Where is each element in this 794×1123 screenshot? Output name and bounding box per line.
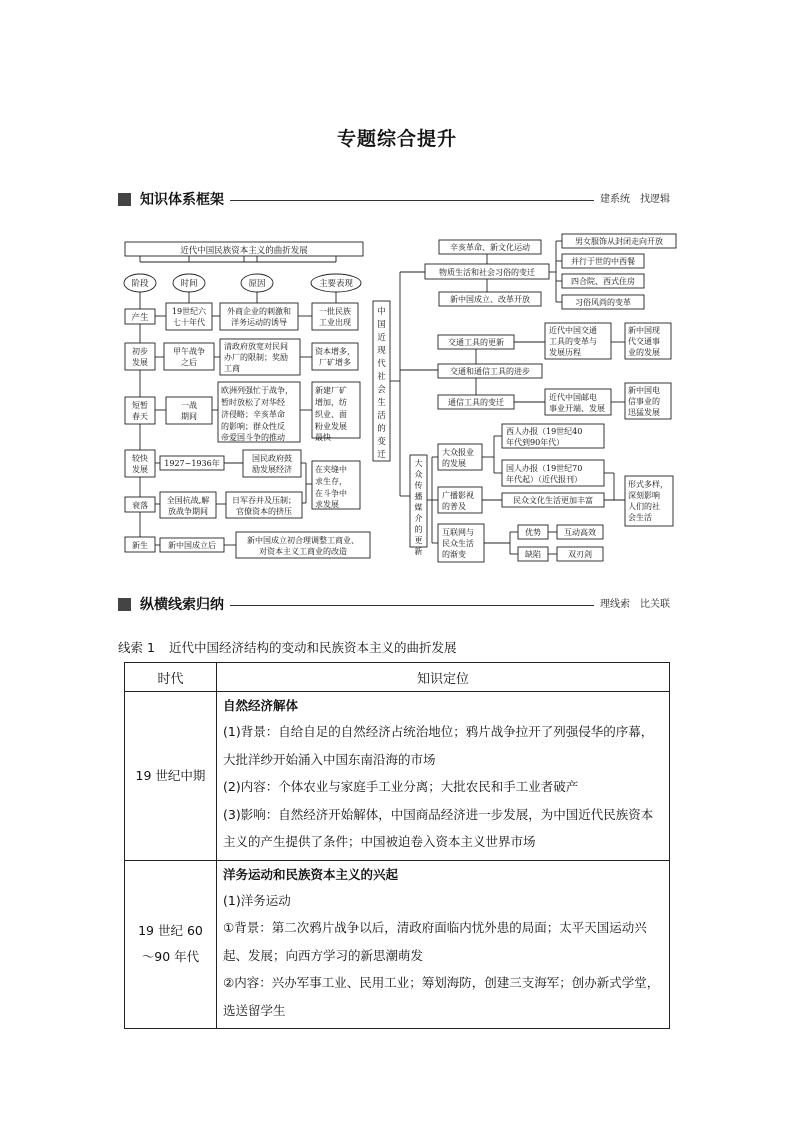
- svg-text:最快: 最快: [315, 433, 331, 442]
- table-header-row: [125, 663, 670, 692]
- svg-text:一战: 一战: [181, 401, 197, 410]
- wuzhi-item-label: 习俗风尚的变革: [575, 298, 631, 307]
- section-title: 知识体系框架: [140, 190, 230, 210]
- stage-label: 产生: [131, 313, 149, 323]
- svg-text:欧洲列强忙于战争，: 欧洲列强忙于战争，: [221, 386, 293, 395]
- svg-text:增加，纺: 增加，纺: [315, 398, 347, 407]
- svg-text:办厂的限制；奖励: 办厂的限制；奖励: [224, 353, 288, 362]
- table-row: [125, 692, 670, 861]
- svg-text:工商: 工商: [224, 364, 240, 373]
- svg-text:在斗争中: 在斗争中: [315, 489, 347, 498]
- square-bullet-icon: [118, 598, 131, 611]
- row-line: (3)影响：自然经济开始解体，中国商品经济进一步发展，为中国近代民族资本主义的产生提供了条件；中国被迫卷入资本主义世界市场: [223, 806, 654, 849]
- svg-text:会: 会: [377, 385, 386, 395]
- svg-text:暂时放松了对华经: 暂时放松了对华经: [221, 398, 285, 407]
- youshi-label: 优势: [525, 528, 541, 537]
- svg-text:互联网与: 互联网与: [442, 528, 474, 537]
- row-line: (2)内容：个体农业与家庭手工业分离；大批农民和手工业者破产: [223, 779, 579, 794]
- wuzhi-item-label: 男女服饰从封闭走向开放: [575, 237, 663, 246]
- svg-text:新中国电: 新中国电: [628, 386, 660, 395]
- table-header: 知识定位: [217, 663, 670, 692]
- jiaotong-progress-label: 交通和通信工具的进步: [450, 367, 530, 376]
- era-cell: 19 世纪中期: [125, 692, 217, 861]
- svg-text:迁: 迁: [377, 450, 386, 460]
- svg-text:外商企业的刺激和: 外商企业的刺激和: [227, 307, 291, 316]
- row-line: (1)背景：自给自足的自然经济占统治地位；鸦片战争拉开了列强侵华的序幕，大批洋纱开始涌入中国东南沿海的市场: [223, 724, 654, 767]
- svg-text:播: 播: [414, 492, 423, 501]
- row-heading: 洋务运动和民族资本主义的兴起: [223, 866, 399, 882]
- svg-text:中: 中: [377, 307, 386, 317]
- svg-text:会生活: 会生活: [628, 513, 652, 522]
- header-time-label: 时间: [180, 279, 198, 289]
- svg-text:现: 现: [377, 346, 386, 356]
- svg-text:期间: 期间: [181, 412, 197, 421]
- svg-text:一批民族: 一批民族: [319, 307, 351, 316]
- svg-text:甲午战争: 甲午战争: [173, 347, 205, 356]
- svg-text:年代起）（近代报刊）: 年代起）（近代报刊）: [506, 475, 582, 484]
- xinhai-label: 辛亥革命、新文化运动: [450, 243, 530, 252]
- quexian-detail-label: 双刃剑: [568, 550, 592, 559]
- tongxin-label: 通信工具的变迁: [448, 398, 504, 407]
- time-label: 新中国成立后: [168, 541, 216, 550]
- svg-text:春天: 春天: [132, 412, 148, 421]
- svg-text:国人办报（19世纪70: 国人办报（19世纪70: [506, 464, 583, 473]
- svg-text:织业、面: 织业、面: [315, 410, 347, 419]
- svg-text:官僚资本的挤压: 官僚资本的挤压: [236, 507, 292, 516]
- row-line: ①背景：第二次鸦片战争以后，清政府面临内忧外患的局面；太平天国运动兴起、发展；向西方学习的新思潮萌发: [223, 920, 647, 963]
- section-tag: 建系统 找逻辑: [594, 191, 678, 209]
- svg-text:发展历程: 发展历程: [549, 348, 581, 357]
- svg-text:工业出现: 工业出现: [319, 318, 351, 327]
- wenhua-label: 民众文化生活更加丰富: [513, 496, 593, 505]
- svg-text:新中国现: 新中国现: [628, 326, 660, 335]
- svg-text:日军吞并及压制；: 日军吞并及压制；: [232, 496, 296, 505]
- svg-text:广播影视: 广播影视: [442, 491, 474, 500]
- row-line: ②内容：兴办军事工业、民用工业；筹划海防，创建三支海军；创办新式学堂，选送留学生: [223, 975, 660, 1018]
- svg-text:厂矿增多: 厂矿增多: [319, 358, 351, 367]
- svg-text:粉业发展: 粉业发展: [315, 422, 347, 431]
- clue-label: 线索 1: [118, 640, 155, 655]
- clue-title: 近代中国经济结构的变动和民族资本主义的曲折发展: [168, 640, 457, 655]
- wuzhi-label: 物质生活和社会习俗的变迁: [439, 268, 535, 277]
- jiaotong-update-label: 交通工具的更新: [448, 338, 504, 347]
- svg-text:形式多样，: 形式多样，: [628, 480, 668, 489]
- section-title: 纵横线索归纳: [140, 595, 230, 615]
- svg-text:发展: 发展: [132, 465, 148, 474]
- svg-text:国: 国: [377, 320, 386, 330]
- svg-text:西人办报（19世纪40: 西人办报（19世纪40: [506, 427, 583, 436]
- stage-label: 衰落: [132, 501, 148, 510]
- svg-text:大众报业: 大众报业: [442, 448, 474, 457]
- svg-text:新中国成立初合理调整工商业、: 新中国成立初合理调整工商业、: [247, 536, 359, 545]
- svg-text:传: 传: [414, 481, 423, 490]
- wuzhi-item-label: 并行于世的中西餐: [571, 257, 635, 266]
- svg-text:近代中国邮电: 近代中国邮电: [549, 393, 597, 402]
- svg-text:变: 变: [377, 437, 386, 447]
- wuzhi-item-label: 四合院、西式住房: [571, 277, 635, 286]
- svg-text:的影响；群众性反: 的影响；群众性反: [221, 422, 285, 431]
- table-row: [125, 860, 670, 1029]
- svg-text:励发展经济: 励发展经济: [252, 465, 292, 474]
- svg-text:深刻影响: 深刻影响: [628, 491, 660, 500]
- svg-text:更: 更: [414, 536, 423, 545]
- stage-label: 新生: [132, 541, 148, 550]
- era-cell: [125, 860, 217, 1029]
- svg-text:清政府放宽对民间: 清政府放宽对民间: [224, 342, 288, 351]
- svg-text:短暂: 短暂: [132, 401, 148, 410]
- svg-text:近: 近: [377, 333, 386, 343]
- svg-text:七十年代: 七十年代: [173, 318, 205, 327]
- svg-text:的渐变: 的渐变: [442, 550, 466, 559]
- section-header-clues: [118, 595, 678, 615]
- svg-text:初步: 初步: [132, 347, 148, 356]
- youshi-detail-label: 互动高效: [564, 528, 596, 537]
- svg-text:事业开端、发展: 事业开端、发展: [549, 404, 605, 413]
- svg-text:活: 活: [377, 411, 386, 421]
- left-title: 近代中国民族资本主义的曲折发展: [180, 246, 308, 256]
- svg-text:工具的变革与: 工具的变革与: [549, 337, 597, 346]
- svg-text:求生存，: 求生存，: [315, 477, 347, 486]
- header-stage-label: 阶段: [131, 279, 149, 289]
- svg-text:济侵略；辛亥革命: 济侵略；辛亥革命: [221, 410, 285, 419]
- clue-caption: [118, 638, 456, 656]
- xinzhongguo-label: 新中国成立、改革开放: [450, 295, 530, 304]
- svg-text:介: 介: [414, 514, 423, 523]
- svg-text:代: 代: [377, 359, 386, 369]
- svg-text:帝爱国斗争的推动: 帝爱国斗争的推动: [221, 433, 285, 442]
- svg-text:放战争期间: 放战争期间: [168, 507, 208, 516]
- svg-text:的普及: 的普及: [442, 502, 466, 511]
- knowledge-table: [124, 662, 670, 1029]
- row-line: (1)洋务运动: [223, 892, 291, 908]
- content-cell: [217, 860, 670, 1029]
- svg-text:较快: 较快: [132, 454, 148, 463]
- svg-text:业的发展: 业的发展: [628, 348, 660, 357]
- quexian-label: 缺陷: [525, 550, 541, 559]
- page-title: 专题综合提升: [336, 128, 457, 150]
- svg-text:发展: 发展: [132, 358, 148, 367]
- svg-text:洋务运动的诱导: 洋务运动的诱导: [231, 318, 287, 327]
- svg-text:求发展: 求发展: [315, 500, 339, 509]
- svg-text:新: 新: [414, 547, 423, 556]
- header-show-label: 主要表现: [318, 279, 354, 289]
- row-heading: 自然经济解体: [223, 698, 299, 713]
- svg-text:民众生活: 民众生活: [442, 539, 474, 548]
- svg-text:对资本主义工商业的改造: 对资本主义工商业的改造: [259, 547, 347, 556]
- header-reason-label: 原因: [248, 279, 266, 289]
- content-cell: [217, 692, 670, 861]
- era-text: 19 世纪 60～90 年代: [138, 923, 203, 965]
- svg-text:迅猛发展: 迅猛发展: [628, 408, 660, 417]
- svg-text:的: 的: [377, 424, 386, 434]
- svg-text:代交通事: 代交通事: [628, 337, 660, 346]
- svg-text:生: 生: [377, 398, 386, 408]
- svg-text:媒: 媒: [414, 503, 423, 512]
- svg-text:大: 大: [414, 459, 423, 468]
- svg-text:在夹缝中: 在夹缝中: [315, 465, 347, 474]
- section-tag: 理线索 比关联: [594, 596, 678, 614]
- svg-text:社: 社: [377, 372, 386, 382]
- svg-text:近代中国交通: 近代中国交通: [549, 326, 597, 335]
- svg-text:年代到90年代）: 年代到90年代）: [506, 438, 565, 447]
- svg-text:人们的社: 人们的社: [628, 502, 660, 511]
- svg-text:国民政府鼓: 国民政府鼓: [252, 454, 292, 463]
- svg-text:全国抗战,解: 全国抗战,解: [166, 496, 210, 505]
- svg-text:的: 的: [414, 525, 423, 534]
- svg-text:的发展: 的发展: [442, 459, 466, 468]
- svg-text:资本增多，: 资本增多，: [315, 347, 355, 356]
- svg-text:众: 众: [414, 470, 423, 479]
- time-label: 1927~1936年: [164, 459, 220, 468]
- svg-text:之后: 之后: [181, 358, 197, 367]
- svg-text:新建厂矿: 新建厂矿: [315, 386, 347, 395]
- svg-text:19世纪六: 19世纪六: [171, 307, 207, 316]
- svg-text:信事业的: 信事业的: [628, 397, 660, 406]
- table-header: 时代: [125, 663, 217, 692]
